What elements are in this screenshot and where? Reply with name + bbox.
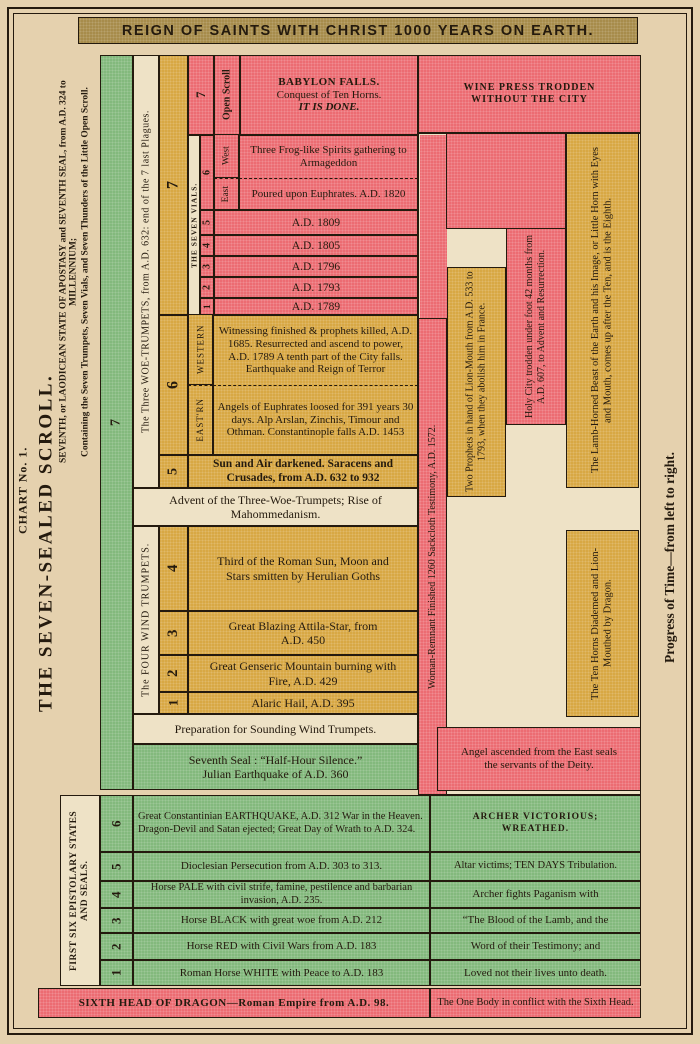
open-scroll-label: Open Scroll bbox=[214, 55, 240, 135]
vial3-cell: A.D. 1796 bbox=[214, 256, 418, 277]
sixth-head-dragon-row: SIXTH HEAD OF DRAGON—Roman Empire from A.D. 98. bbox=[38, 988, 430, 1018]
seal-number-2: 2 bbox=[100, 933, 133, 960]
vial-number-5: 5 bbox=[200, 210, 214, 235]
woman-remnant-strip: Woman-Remnant Finished 1260 Sackcloth Testimony, A.D. 1572. bbox=[418, 318, 447, 795]
vial6-east-label-text: East bbox=[220, 185, 231, 203]
babylon-line-1: BABYLON FALLS. bbox=[278, 75, 380, 88]
seal1-right-cell: Loved not their lives unto death. bbox=[430, 960, 641, 986]
vial-number-2: 2 bbox=[200, 277, 214, 298]
seal3-right-cell: “The Blood of the Lamb, and the bbox=[430, 908, 641, 933]
seal2-right-cell: Word of their Testimony; and bbox=[430, 933, 641, 960]
woe-number-5: 5 bbox=[159, 455, 188, 488]
eastern-label-text: EAST'RN bbox=[195, 398, 206, 442]
western-label: WESTERN bbox=[188, 315, 213, 385]
vial-number-1: 1 bbox=[200, 298, 214, 315]
wind1-cell: Alaric Hail, A.D. 395 bbox=[188, 692, 418, 714]
eastern-woe-cell: Angels of Euphrates loosed for 391 years 30 days. Alp Arslan, Zinchis, Timour and Othman. Constantinople falls A.D. 1453 bbox=[213, 385, 418, 455]
eastern-label bbox=[188, 385, 213, 455]
pink-block bbox=[446, 133, 566, 229]
two-prophets-box: Two Prophets in hand of Lion-Mouth from A.D. 533 to 1793, when they abolish him in France. bbox=[447, 267, 506, 497]
woe-trumpets-label: The Three WOE-TRUMPETS, from A.D. 632: end of the 7 last Plagues. bbox=[133, 55, 159, 488]
wind4-cell: Third of the Roman Sun, Moon and Stars smitten by Herulian Goths bbox=[188, 526, 418, 611]
seal5-left-cell: Dioclesian Persecution from A.D. 303 to 313. bbox=[133, 852, 430, 881]
seal-number-1: 1 bbox=[100, 960, 133, 986]
vial5-cell: A.D. 1809 bbox=[214, 210, 418, 235]
advent-row: Advent of the Three-Woe-Trumpets; Rise of Mahommedanism. bbox=[133, 488, 418, 526]
seventh-seal-line-2: Julian Earthquake of A.D. 360 bbox=[202, 767, 349, 781]
woe5-cell: Sun and Air darkened. Saracens and Crusades, from A.D. 632 to 932 bbox=[188, 455, 418, 488]
seal-number-6: 6 bbox=[100, 795, 133, 852]
wind-number-2: 2 bbox=[159, 655, 188, 692]
western-woe-cell: Witnessing finished & prophets killed, A.D. 1685. Resurrected and ascend to power, A.D. 1789 A tenth part of the City falls. Earthquake and Reign of Terror bbox=[213, 315, 418, 385]
woe-number-6: 6 bbox=[159, 315, 188, 455]
subtitle-line-1: SEVENTH, or LAODICEAN STATE OF APOSTASY and SEVENTH SEAL, from A.D. 324 to MILLENNIUM; bbox=[58, 80, 79, 464]
seal4-left-cell: Horse PALE with civil strife, famine, pestilence and barbarian invasion, A.D. 235. bbox=[133, 881, 430, 908]
vial2-cell: A.D. 1793 bbox=[214, 277, 418, 298]
seal3-left-cell: Horse BLACK with great woe from A.D. 212 bbox=[133, 908, 430, 933]
one-body-row: The One Body in conflict with the Sixth Head. bbox=[430, 988, 641, 1018]
vial4-cell: A.D. 1805 bbox=[214, 235, 418, 256]
lamb-horned-beast-box: The Lamb-Horned Beast of the Earth and his Image, or Little Horn with Eyes and Mouth, comes up after the Ten, and is the Eighth. bbox=[566, 133, 639, 488]
seal2-left-cell: Horse RED with Civil Wars from A.D. 183 bbox=[133, 933, 430, 960]
seal4-right-cell: Archer fights Paganism with bbox=[430, 881, 641, 908]
preparation-row: Preparation for Sounding Wind Trumpets. bbox=[133, 714, 418, 744]
seal-number-3: 3 bbox=[100, 908, 133, 933]
holy-city-box: Holy City trodden under foot 42 months from A.D. 607, to Advent and Resurrection. bbox=[506, 228, 566, 425]
chart-number-title: CHART No. 1. bbox=[15, 446, 30, 534]
ten-horns-box: The Ten Horns Diademed and Lion-Mouthed by Dragon. bbox=[566, 530, 639, 717]
seventh-seal-line-1: Seventh Seal : “Half-Hour Silence.” bbox=[188, 752, 363, 767]
wind-trumpets-label: The FOUR WIND TRUMPETS. bbox=[133, 526, 159, 714]
seal6-right-cell: ARCHER VICTORIOUS; WREATHED. bbox=[430, 795, 641, 852]
wind-number-4: 4 bbox=[159, 526, 188, 611]
woman-remnant-strip-top bbox=[420, 135, 447, 321]
banner-text: REIGN OF SAINTS WITH CHRIST 1000 YEARS ON EARTH. bbox=[121, 22, 595, 39]
vial6-east-label bbox=[214, 178, 239, 210]
seal-number-4: 4 bbox=[100, 881, 133, 908]
vial6-west-label: West bbox=[214, 135, 239, 178]
wind2-cell: Great Genseric Mountain burning with Fire, A.D. 429 bbox=[188, 655, 418, 692]
seal1-left-cell: Roman Horse WHITE with Peace to A.D. 183 bbox=[133, 960, 430, 986]
progress-of-time-note: Progress of Time—from left to right. bbox=[662, 452, 677, 663]
vial1-cell: A.D. 1789 bbox=[214, 298, 418, 315]
babylon-line-3: IT IS DONE. bbox=[298, 101, 360, 114]
vial-number-4: 4 bbox=[200, 235, 214, 256]
page-title: THE SEVEN-SEALED SCROLL. bbox=[35, 373, 57, 712]
wind-number-1: 1 bbox=[159, 692, 188, 714]
banner bbox=[78, 17, 638, 44]
vial-number-7: 7 bbox=[188, 55, 214, 135]
vial6-east-cell: Poured upon Euphrates. A.D. 1820 bbox=[239, 178, 418, 210]
wine-press-cell: WINE PRESS TRODDEN WITHOUT THE CITY bbox=[418, 55, 641, 133]
wind3-cell: Great Blazing Attila-Star, from A.D. 450 bbox=[188, 611, 418, 655]
vial-number-3: 3 bbox=[200, 256, 214, 277]
seals-section-label: FIRST SIX EPISTOLARY STATES AND SEALS. bbox=[60, 795, 100, 986]
subtitle-line-2: Containing the Seven Trumpets, Seven Vials, and Seven Thunders of the Little Open Scroll. bbox=[80, 87, 91, 457]
seven-vials-label: THE SEVEN VIALS. bbox=[188, 135, 200, 315]
millennium-seal-7-column: 7 bbox=[100, 55, 133, 790]
seventh-seal-row bbox=[133, 744, 418, 790]
woe-number-7: 7 bbox=[159, 55, 188, 315]
seal5-right-cell: Altar victims; TEN DAYS Tribulation. bbox=[430, 852, 641, 881]
babylon-falls-cell bbox=[240, 55, 418, 135]
seal6-left-cell: Great Constantinian EARTHQUAKE, A.D. 312 War in the Heaven. Dragon-Devil and Satan ejected; Great Day of Wrath to A.D. 324. bbox=[133, 795, 430, 852]
babylon-line-2: Conquest of Ten Horns. bbox=[276, 88, 382, 101]
vial-number-6: 6 bbox=[200, 135, 214, 210]
vial6-west-cell: Three Frog-like Spirits gathering to Armageddon bbox=[239, 135, 418, 178]
seal-number-5: 5 bbox=[100, 852, 133, 881]
angel-ascended-box: Angel ascended from the East seals the servants of the Deity. bbox=[437, 727, 641, 791]
wind-number-3: 3 bbox=[159, 611, 188, 655]
